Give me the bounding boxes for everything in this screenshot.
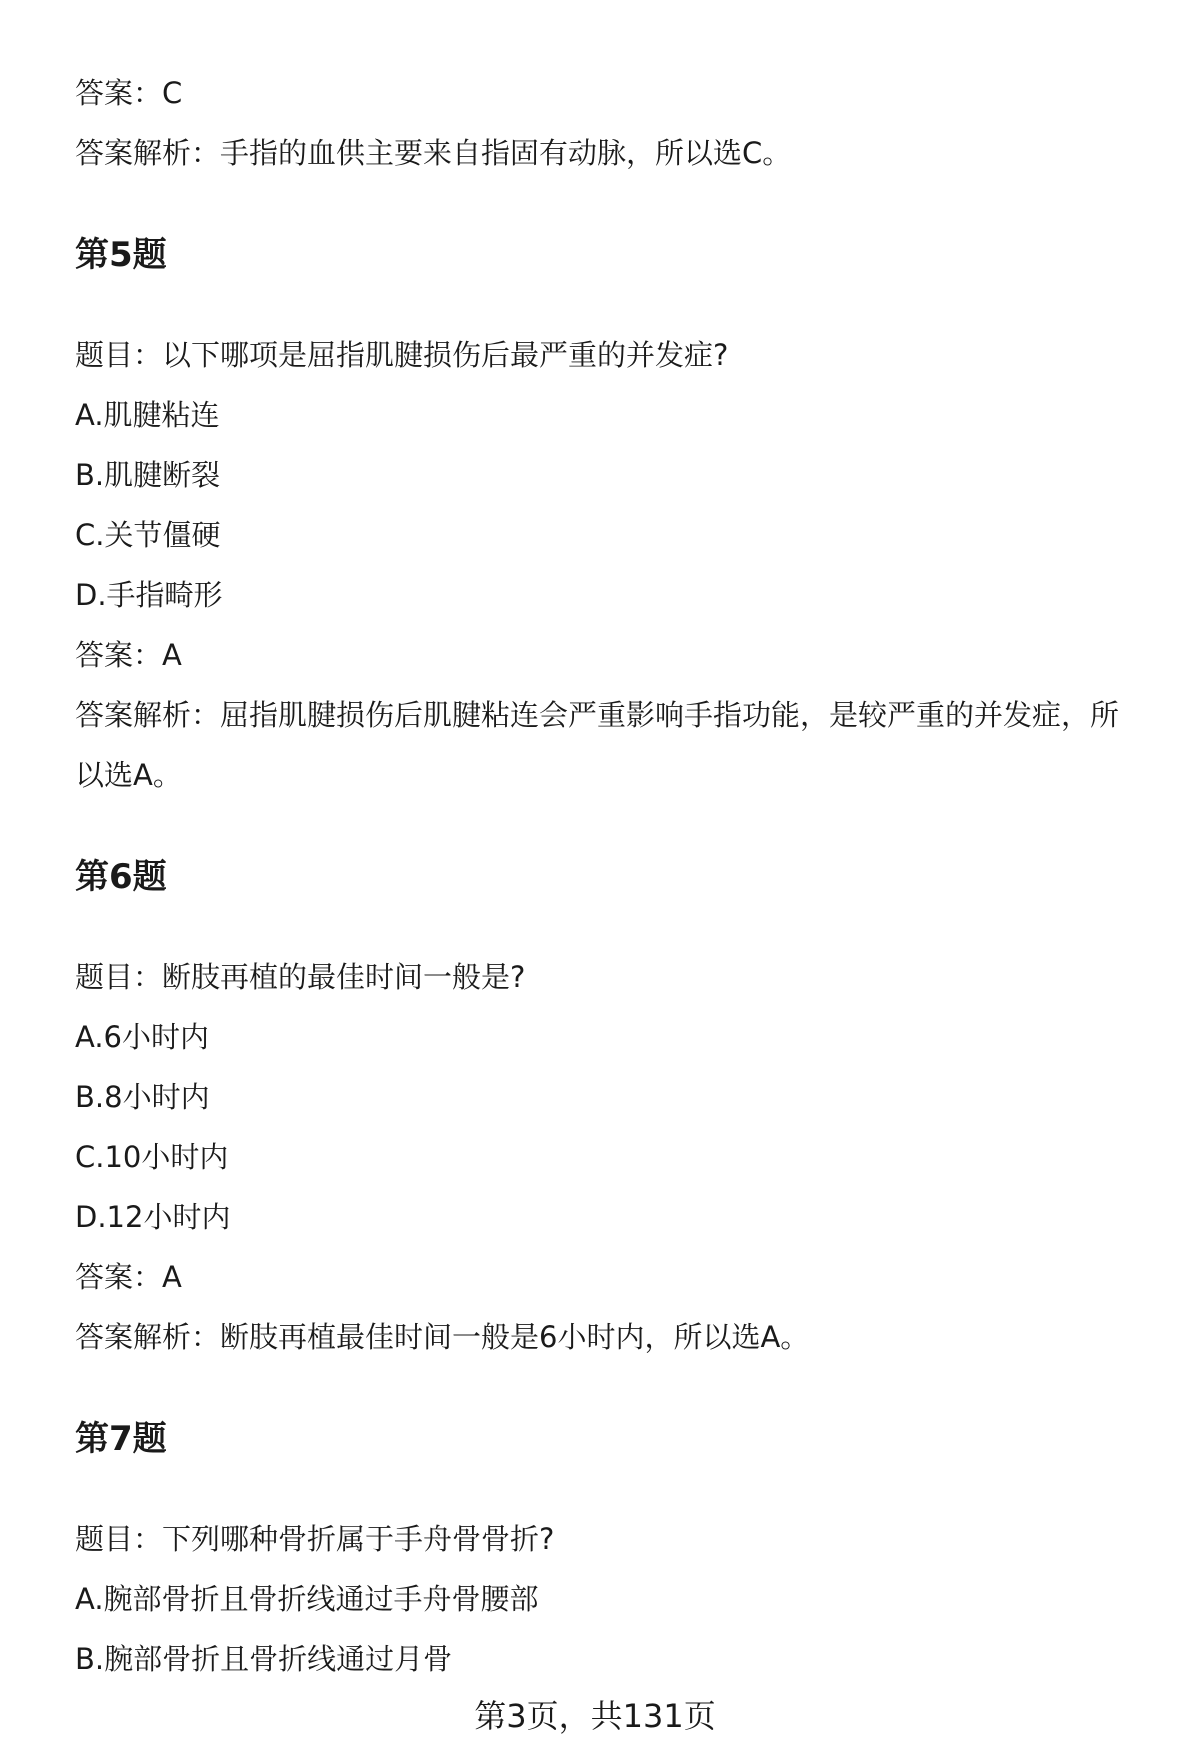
q7-heading: 第7题 [75,1419,167,1459]
q6-heading: 第6题 [75,857,167,897]
q5-option-c: C.关节僵硬 [75,518,221,552]
q6-option-d: D.12小时内 [75,1200,231,1234]
q5-answer: 答案：A [75,638,182,672]
q6-answer: 答案：A [75,1260,182,1294]
page-number-footer: 第3页，共131页 [474,1697,716,1735]
q6-option-c: C.10小时内 [75,1140,229,1174]
q7-question: 题目：下列哪种骨折属于手舟骨骨折? [75,1522,555,1556]
q5-question: 题目：以下哪项是屈指肌腱损伤后最严重的并发症? [75,338,729,372]
q5-option-d: D.手指畸形 [75,578,223,612]
q6-explanation: 答案解析：断肢再植最佳时间一般是6小时内，所以选A。 [75,1320,810,1354]
q6-option-b: B.8小时内 [75,1080,210,1114]
q4-explanation: 答案解析：手指的血供主要来自指固有动脉，所以选C。 [75,136,792,170]
q5-explanation-line2: 以选A。 [75,758,182,792]
q4-answer: 答案：C [75,76,183,110]
q6-option-a: A.6小时内 [75,1020,209,1054]
q5-option-a: A.肌腱粘连 [75,398,220,432]
q6-question: 题目：断肢再植的最佳时间一般是? [75,960,526,994]
q5-heading: 第5题 [75,235,167,275]
q7-option-a: A.腕部骨折且骨折线通过手舟骨腰部 [75,1582,539,1616]
q5-option-b: B.肌腱断裂 [75,458,221,492]
q5-explanation-line1: 答案解析：屈指肌腱损伤后肌腱粘连会严重影响手指功能，是较严重的并发症，所 [75,698,1120,732]
q7-option-b: B.腕部骨折且骨折线通过月骨 [75,1642,453,1676]
